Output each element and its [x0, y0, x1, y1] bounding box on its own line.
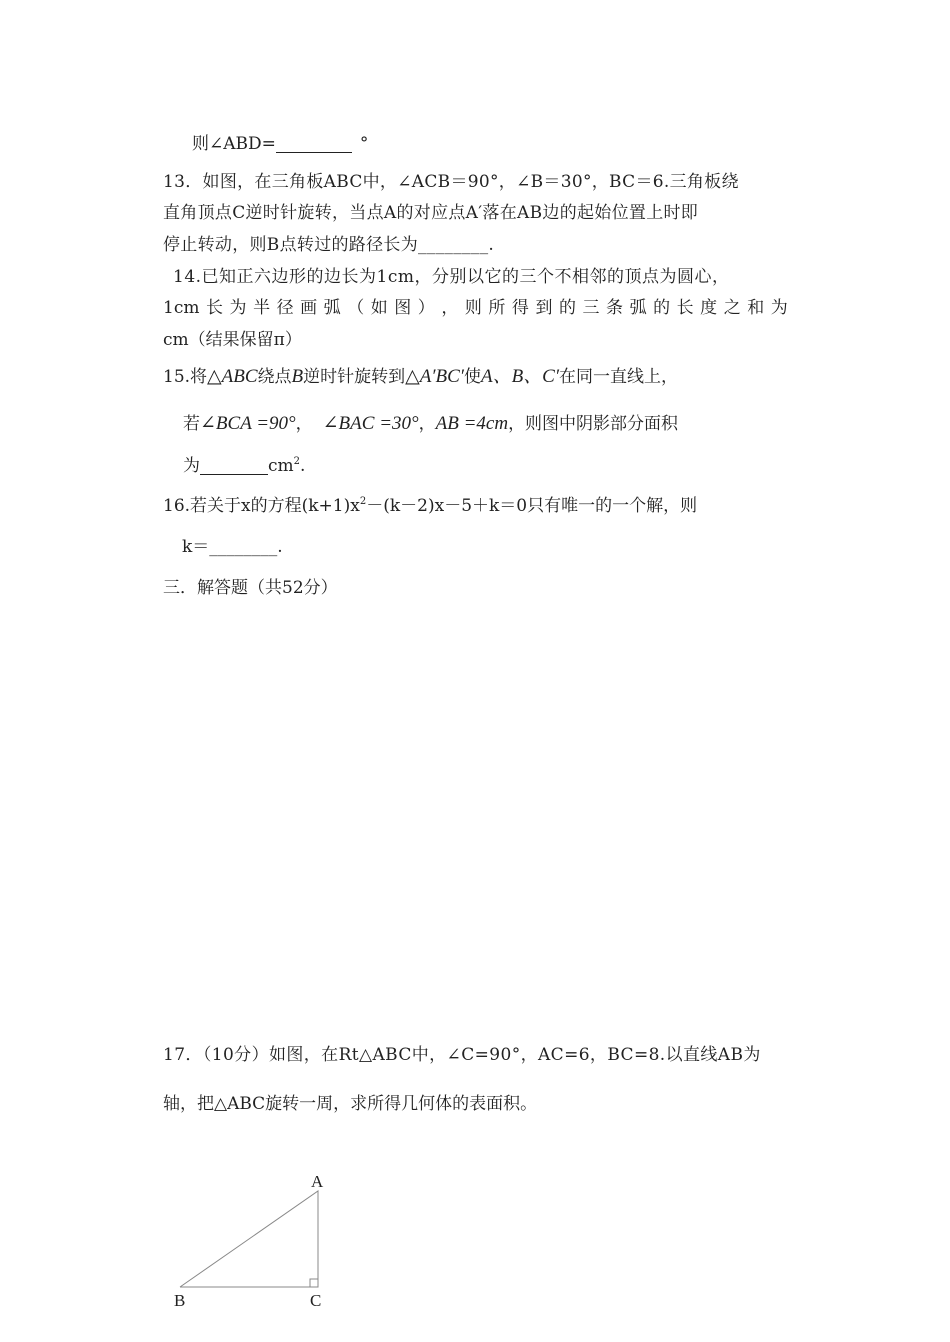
q14-line-2-word: 到: [535, 298, 553, 318]
q14-line-2-word: 度: [700, 298, 718, 318]
q15-ab-length: AB =4cm: [435, 413, 509, 434]
q15-answer-unit: cm: [268, 456, 294, 476]
q15-cond-suffix: ，则图中阴影部分面积: [508, 414, 679, 434]
q14-line-3: cm（结果保留π）: [163, 330, 302, 350]
q14-line-2-word: 条: [606, 298, 624, 318]
q14-line-2-word: 之: [723, 298, 741, 318]
q15-angle-bca: ∠BCA =90°: [200, 413, 296, 434]
q14-line-2-word: 画: [300, 298, 318, 318]
q15-text-4: 使: [463, 367, 481, 387]
q13-line-1: 13．如图，在三角板ABC中，∠ACB＝90°，∠B＝30°，BC＝6.三角板绕: [163, 172, 739, 192]
label-c: C: [310, 1291, 322, 1310]
q15-angle-bac: ∠BAC =30°: [322, 413, 419, 434]
q14-line-2-word: 的: [558, 298, 576, 318]
q17-line-1: 17．（10分）如图，在Rt△ABC中，∠C=90°，AC=6，BC=8.以直线AB为: [163, 1045, 761, 1065]
q15-sep-1: ，: [295, 414, 313, 434]
q12-suffix: °: [359, 134, 369, 154]
q14-line-2-word: ，: [441, 298, 459, 318]
q14-line-2-word: 如: [370, 298, 388, 318]
q15-triangle-abc-prime: △A′BC′: [405, 366, 464, 387]
q15-line-1: [163, 367, 678, 386]
q15-triangle-abc: △ABC: [207, 366, 258, 387]
q14-line-2: [163, 300, 788, 317]
q14-line-2-word: 半: [253, 298, 271, 318]
q15-sep-2: ，: [418, 414, 436, 434]
q14-line-2-word: （: [347, 298, 365, 318]
q14-line-2-word: 为: [770, 298, 788, 318]
q14-line-2-word: 为: [229, 298, 247, 318]
q16-exponent: 2: [359, 496, 367, 507]
q15-text-2: 绕点: [257, 367, 292, 387]
q14-line-2-word: 图: [394, 298, 412, 318]
q15-cond-prefix: 若: [183, 414, 200, 434]
q15-answer-exponent: 2: [293, 456, 301, 467]
q14-line-2-word: 1cm: [163, 298, 200, 318]
right-angle-mark: [310, 1279, 318, 1287]
q16-text-b: －(k－2)x－5＋k＝0只有唯一的一个解，则: [366, 496, 698, 516]
section-3-heading: 三．解答题（共52分）: [163, 578, 338, 598]
q14-line-2-word: 得: [511, 298, 529, 318]
q14-line-2-word: 所: [488, 298, 506, 318]
q15-points: A、B、C′: [480, 366, 560, 387]
q15-answer-end: .: [300, 456, 306, 476]
q13-line-3: 停止转动，则B点转过的路径长为________.: [163, 235, 495, 255]
label-a: A: [311, 1172, 324, 1191]
q12-answer-line: [192, 136, 368, 153]
q14-line-2-word: 弧: [629, 298, 647, 318]
q12-prefix: 则∠ABD=: [192, 134, 276, 154]
q16-line-2: k＝________.: [182, 537, 283, 557]
q14-line-2-word: 和: [747, 298, 765, 318]
q14-line-2-word: 三: [582, 298, 600, 318]
q17-line-2: 轴，把△ABC旋转一周，求所得几何体的表面积。: [163, 1094, 538, 1114]
q14-line-2-word: 弧: [323, 298, 341, 318]
q15-point-b: B: [291, 366, 304, 387]
label-b: B: [174, 1291, 186, 1310]
q14-line-1: 14.已知正六边形的边长为1cm，分别以它的三个不相邻的顶点为圆心，: [173, 267, 730, 287]
q13-line-2: 直角顶点C逆时针旋转，当点A的对应点A′落在AB边的起始位置上时即: [163, 203, 699, 223]
q16-text-a: 16.若关于x的方程(k+1)x: [163, 496, 360, 516]
q14-line-2-word: 长: [206, 298, 223, 318]
q14-line-2-word: 长: [676, 298, 694, 318]
q15-answer-blank: [200, 474, 268, 475]
q14-line-2-word: 径: [276, 298, 294, 318]
q14-line-2-word: ）: [417, 298, 435, 318]
q14-line-2-word: 的: [653, 298, 671, 318]
q15-text-1: 15.将: [163, 367, 208, 387]
q15-text-5: 在同一直线上，: [559, 367, 679, 387]
triangle-figure: [160, 1160, 360, 1310]
triangle-outline: [180, 1191, 318, 1287]
q14-line-2-word: 则: [464, 298, 482, 318]
q12-answer-blank: [276, 152, 352, 153]
q16-line-1: [163, 498, 697, 515]
q15-answer-prefix: 为: [183, 456, 200, 476]
q15-text-3: 逆时针旋转到: [303, 367, 406, 387]
q15-line-3: [183, 458, 305, 475]
q15-line-2: [183, 414, 678, 433]
